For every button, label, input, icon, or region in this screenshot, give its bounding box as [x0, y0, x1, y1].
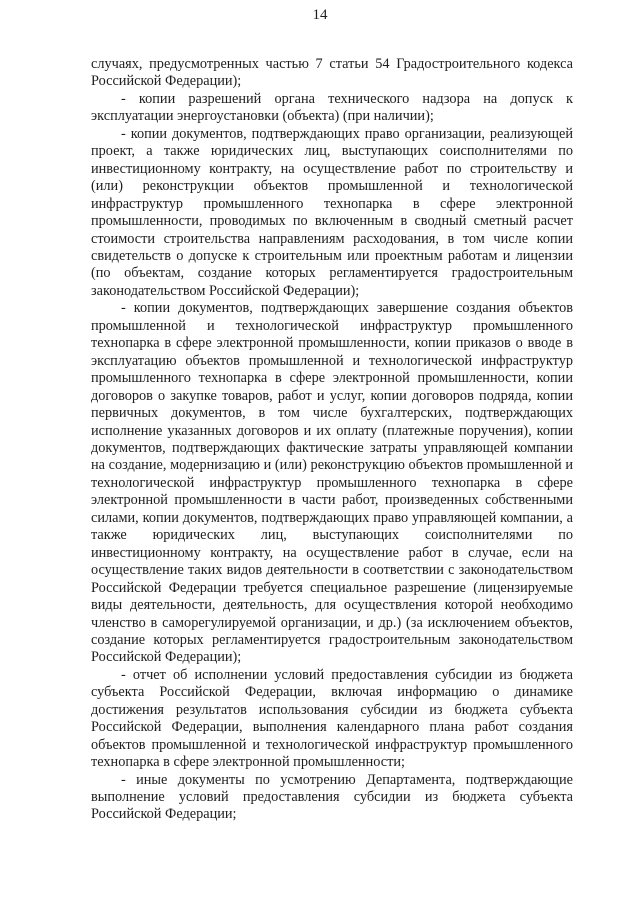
list-item-subsidy-report: - отчет об исполнении условий предоставления субсидии из бюджета субъекта Российской Федерации, включая информацию о динамике достижения результатов использования субсидии из бюджета субъекта Российской Федерации, выполнения календарного плана работ создания объектов промышленной и технологической инфраструктур промышленного технопарка в сфере электронной промышленности;: [91, 666, 573, 771]
page-number: 14: [312, 7, 328, 23]
paragraph-continuation: случаях, предусмотренных частью 7 статьи 54 Градостроительного кодекса Российской Федерации);: [91, 56, 573, 90]
list-item-completion-documents: - копии документов, подтверждающих завершение создания объектов промышленной и технологической инфраструктур промышленного технопарка в сфере электронной промышленности, копии приказов о вводе в эксплуатацию объектов промышленной и технологической инфраструктур промышленного технопарка в сфере электронной промышленности, копии договоров о закупке товаров, работ и услуг, копии договоров подряда, копии первичных документов, в том числе бухгалтерских, подтверждающих исполнение указанных договоров и их оплату (платежные поручения), копии документов, подтверждающих фактические затраты управляющей компании на создание, модернизацию и (или) реконструкцию объектов промышленной и технологической инфраструктур промышленного технопарка в сфере электронной промышленности в части работ, произведенных собственными силами, копии документов, подтверждающих право управляющей компании, а также юридических лиц, выступающих соисполнителями по инвестиционному контракту, на осуществление работ в случае, если на осуществление таких видов деятельности в соответствии с законодательством Российской Федерации требуется специальное разрешение (лицензируемые виды деятельности, деятельность, для осуществления которой необходимо членство в саморегулируемой организации, и др.) (за исключением объектов, создание которых регламентируется градостроительным законодательством Российской Федерации);: [91, 300, 573, 666]
list-item-technical-supervision-permits: - копии разрешений органа технического надзора на допуск к эксплуатации энергоустановки (объекта) (при наличии);: [91, 90, 573, 125]
list-item-other-documents: - иные документы по усмотрению Департамента, подтверждающие выполнение условий предоставления субсидии из бюджета субъекта Российской Федерации;: [91, 771, 573, 823]
list-item-organization-rights-documents: - копии документов, подтверждающих право организации, реализующей проект, а также юридических лиц, выступающих соисполнителями по инвестиционному контракту, на осуществление работ по строительству и (или) реконструкции объектов промышленной и технологической инфраструктур промышленного технопарка в сфере электронной промышленности, проводимых по включенным в сводный сметный расчет стоимости строительства направлениям расходования, в том числе копии свидетельств о допуске к строительным или проектным работам и лицензии (по объектам, создание которых регламентируется градостроительным законодательством Российской Федерации);: [91, 125, 573, 299]
document-body: [91, 56, 573, 824]
